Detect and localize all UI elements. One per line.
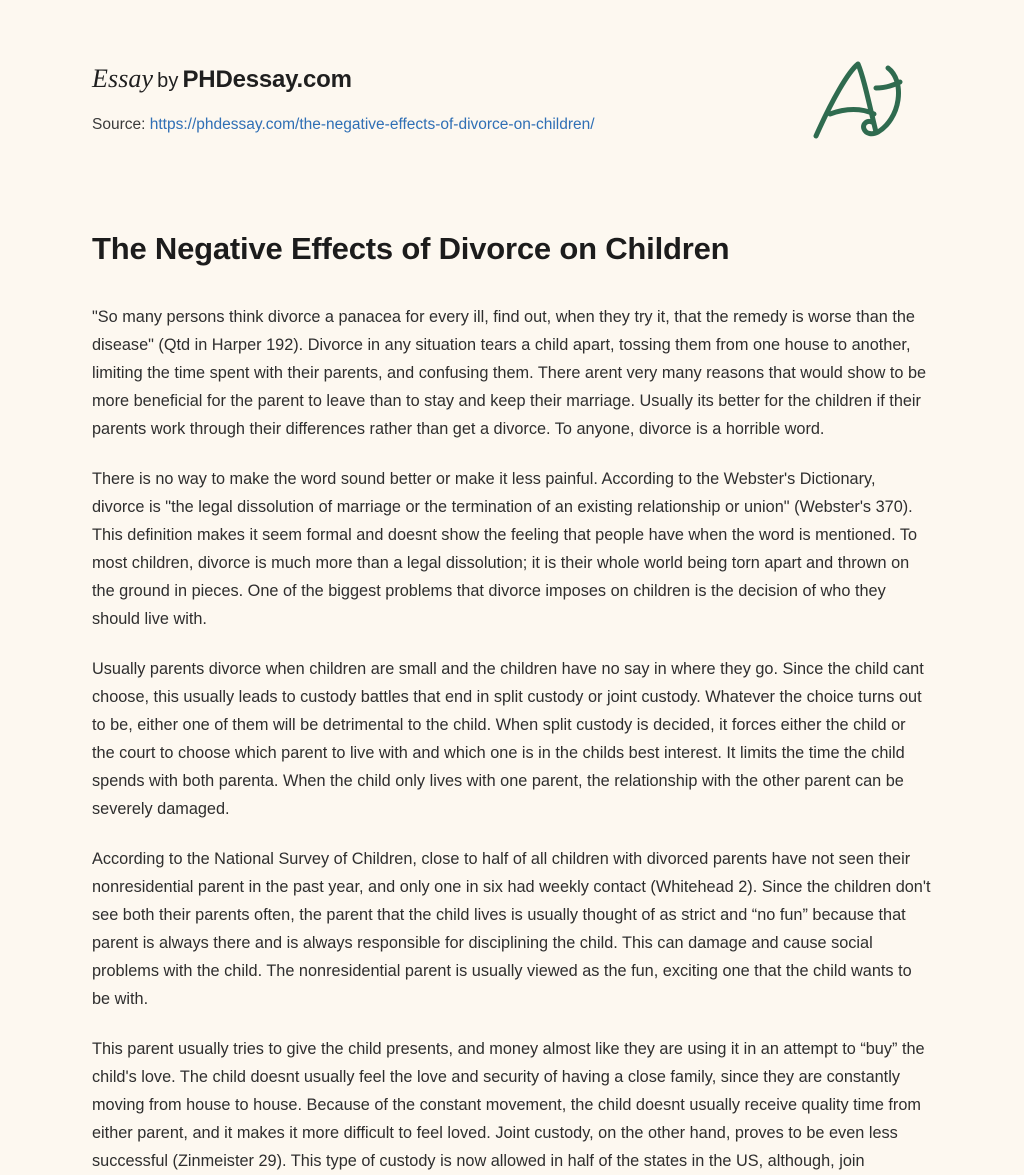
source-url-link[interactable]: https://phdessay.com/the-negative-effects-of-divorce-on-children/ (149, 116, 595, 133)
body-paragraph: Usually parents divorce when children are small and the children have no say in where they go. Since the child cant choose, this usually leads to custody battles that end in split custody or joint custody. Whatever the choice turns out to be, either one of them will be detrimental to the child. When split custody is decided, it forces either the child or the court to choose which parent to live with and which one is in the childs best interest. It limits the time the child spends with both parenta. When the child only lives with one parent, the relationship with the other parent can be severely damaged. (92, 659, 924, 818)
brand-line (92, 64, 595, 94)
page-title: The Negative Effects of Divorce on Children (92, 231, 730, 266)
brand-block (92, 52, 595, 134)
body-paragraph: According to the National Survey of Children, close to half of all children with divorced parents have not seen their nonresidential parent in the past year, and only one in six had weekly contact (Whitehead 2). Since the children don't see both their parents often, the parent that the child lives is usually thought of as strict and “no fun” because that parent is always there and is always responsible for disciplining the child. This can damage and cause social problems with the child. The nonresidential parent is usually viewed as the fun, exciting one that the child wants to be with. (92, 850, 931, 1009)
source-line (92, 116, 595, 134)
body-paragraph: There is no way to make the word sound better or make it less painful. According to the Webster's Dictionary, divorce is "the legal dissolution of marriage or the termination of an existing relationship or union" (Webster's 370). This definition makes it seem formal and doesnt show the feeling that people have when the word is mentioned. To most children, divorce is much more than a legal dissolution; it is their whole world being torn apart and thrown on the ground in pieces. One of the biggest problems that divorce imposes on children is the decision of who they should live with. (92, 469, 918, 628)
document-header (92, 52, 932, 142)
document-body (92, 303, 932, 1175)
brand-by-label: by (157, 70, 179, 92)
brand-essay-label: Essay (92, 64, 154, 93)
brand-site-name: PHDessay.com (182, 66, 352, 93)
phdessay-logo-icon (804, 56, 914, 142)
body-paragraph: This parent usually tries to give the child presents, and money almost like they are using it in an attempt to “buy” the child's love. The child doesnt usually feel the love and security of having a close family, since they are constantly moving from house to house. Because of the constant movement, the child doesnt usually receive quality time from either parent, and it makes it more difficult to feel loved. Joint custody, on the other hand, proves to be even less successful (Zinmeister 29). This type of custody is now allowed in half of the states in the US, although, join (92, 1040, 925, 1171)
body-paragraph: "So many persons think divorce a panacea for every ill, find out, when they try it, that the remedy is worse than the disease" (Qtd in Harper 192). Divorce in any situation tears a child apart, tossing them from one house to another, limiting the time spent with their parents, and confusing them. There arent very many reasons that would show to be more beneficial for the parent to leave than to stay and keep their marriage. Usually its better for the children if their parents work through their differences rather than get a divorce. To anyone, divorce is a horrible word. (92, 307, 927, 438)
source-label: Source: (92, 116, 146, 133)
